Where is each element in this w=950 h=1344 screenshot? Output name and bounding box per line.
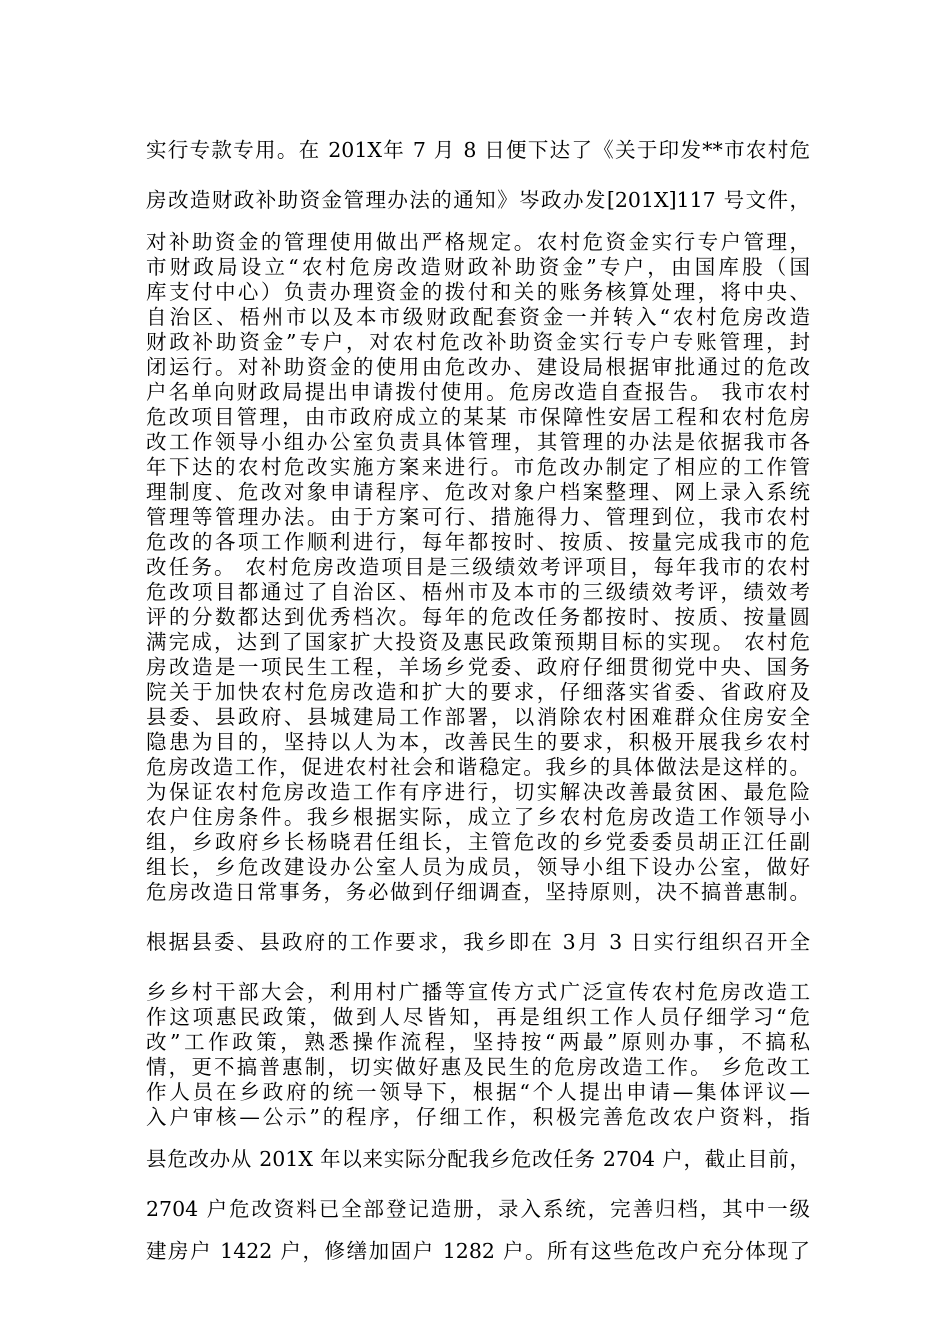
- text-line: 作这项惠民政策，做到人尽皆知，再是组织工作人员仔细学习“危: [146, 1005, 810, 1029]
- text-line: 管理等管理办法。由于方案可行、措施得力、管理到位，我市农村: [146, 505, 810, 529]
- text-line: 危改的各项工作顺利进行，每年都按时、按质、按量完成我市的危: [146, 530, 810, 554]
- text-line: 院关于加快农村危房改造和扩大的要求，仔细落实省委、省政府及: [146, 680, 810, 704]
- text-line: 户名单向财政局提出申请拨付使用。危房改造自查报告。 我市农村: [146, 380, 810, 404]
- text-line: 自治区、梧州市以及本市级财政配套资金一并转入“农村危房改造: [146, 305, 810, 329]
- text-line: 乡乡村干部大会，利用村广播等宣传方式广泛宣传农村危房改造工: [146, 980, 810, 1004]
- text-line: 危改项目管理，由市政府成立的某某 市保障性安居工程和农村危房: [146, 405, 810, 429]
- text-line: 理制度、危改对象申请程序、危改对象户档案整理、网上录入系统: [146, 480, 810, 504]
- text-line: 根据县委、县政府的工作要求，我乡即在 3月 3 日实行组织召开全: [146, 930, 810, 954]
- text-line: 对补助资金的管理使用做出严格规定。农村危资金实行专户管理，: [146, 230, 810, 254]
- text-line: 作人员在乡政府的统一领导下，根据“个人提出申请—集体评议—: [146, 1080, 810, 1104]
- text-line: 危房改造工作，促进农村社会和谐稳定。我乡的具体做法是这样的。: [146, 755, 810, 779]
- text-line: 房改造是一项民生工程，羊场乡党委、政府仔细贯彻党中央、国务: [146, 655, 810, 679]
- text-line: 改”工作政策，熟悉操作流程，坚持按“两最”原则办事，不搞私: [146, 1030, 810, 1054]
- text-line: 满完成，达到了国家扩大投资及惠民政策预期目标的实现。 农村危: [146, 630, 810, 654]
- text-line: 建房户 1422 户，修缮加固户 1282 户。所有这些危改户充分体现了: [146, 1239, 810, 1263]
- text-line: 隐患为目的，坚持以人为本，改善民生的要求，积极开展我乡农村: [146, 730, 810, 754]
- text-line: 危房改造日常事务，务必做到仔细调查，坚持原则，决不搞普惠制。: [146, 880, 810, 904]
- text-line: 年下达的农村危改实施方案来进行。市危改办制定了相应的工作管: [146, 455, 810, 479]
- text-line: 闭运行。对补助资金的使用由危改办、建设局根据审批通过的危改: [146, 355, 810, 379]
- text-line: 房改造财政补助资金管理办法的通知》岑政办发[201X]117 号文件，: [146, 188, 810, 212]
- text-line: 组长，乡危改建设办公室人员为成员，领导小组下设办公室，做好: [146, 855, 810, 879]
- text-line: 农户住房条件。我乡根据实际，成立了乡农村危房改造工作领导小: [146, 805, 810, 829]
- text-line: 组，乡政府乡长杨晓君任组长，主管危改的乡党委委员胡正江任副: [146, 830, 810, 854]
- text-line: 危改项目都通过了自治区、梧州市及本市的三级绩效考评，绩效考: [146, 580, 810, 604]
- text-line: 评的分数都达到优秀档次。每年的危改任务都按时、按质、按量圆: [146, 605, 810, 629]
- text-line: 改工作领导小组办公室负责具体管理，其管理的办法是依据我市各: [146, 430, 810, 454]
- text-line: 财政补助资金”专户，对农村危改补助资金实行专户专账管理，封: [146, 330, 810, 354]
- text-line: 入户审核—公示”的程序，仔细工作，积极完善危改农户资料，指: [146, 1105, 810, 1129]
- text-line: 市财政局设立“农村危房改造财政补助资金”专户，由国库股（国: [146, 255, 810, 279]
- text-line: 县委、县政府、县城建局工作部署，以消除农村困难群众住房安全: [146, 705, 810, 729]
- text-line: 县危改办从 201X 年以来实际分配我乡危改任务 2704 户，截止目前，: [146, 1147, 810, 1171]
- text-line: 库支付中心）负责办理资金的拨付和关的账务核算处理，将中央、: [146, 280, 810, 304]
- text-line: 情，更不搞普惠制，切实做好惠及民生的危房改造工作。 乡危改工: [146, 1055, 810, 1079]
- text-line: 实行专款专用。在 201X年 7 月 8 日便下达了《关于印发**市农村危: [146, 138, 810, 162]
- text-line: 改任务。 农村危房改造项目是三级绩效考评项目，每年我市的农村: [146, 555, 810, 579]
- text-line: 2704 户危改资料已全部登记造册，录入系统，完善归档，其中一级: [146, 1197, 810, 1221]
- text-line: 为保证农村危房改造工作有序进行，切实解决改善最贫困、最危险: [146, 780, 810, 804]
